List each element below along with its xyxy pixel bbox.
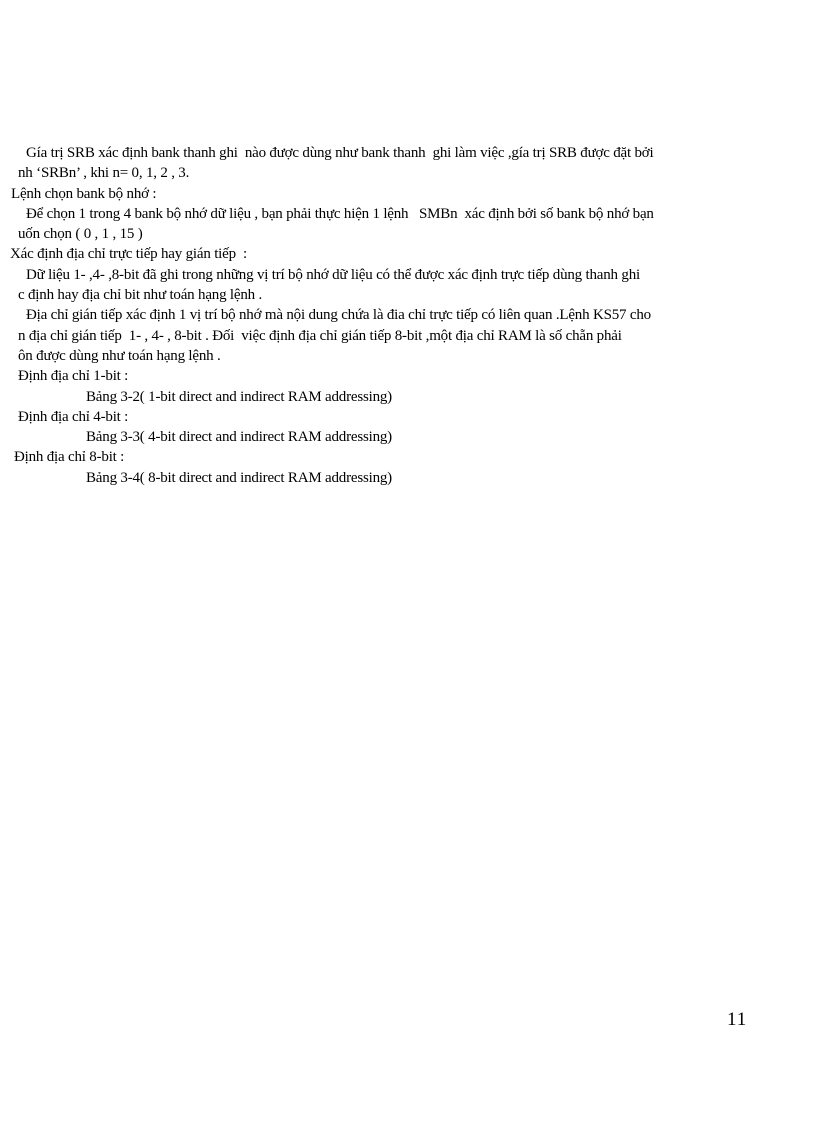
paragraph-line: c định hay địa chỉ bit như toán hạng lệnh . [18,287,263,304]
page-number: 11 [727,1009,748,1030]
paragraph-line: n địa chỉ gián tiếp 1- , 4- , 8-bit . Đối việc định địa chỉ gián tiếp 8-bit ,một địa chỉ RAM là số chẵn phải [18,327,622,344]
table-caption: Bảng 3-2( 1-bit direct and indirect RAM addressing) [86,388,392,405]
paragraph-line: ôn được dùng như toán hạng lệnh . [18,347,221,364]
subheading-4bit: Định địa chỉ 4-bit : [18,408,129,425]
table-caption: Bảng 3-4( 8-bit direct and indirect RAM addressing) [86,469,392,486]
paragraph-line: Gía trị SRB xác định bank thanh ghi nào được dùng như bank thanh ghi làm việc ,gía trị SRB được đặt bởi [26,145,654,161]
section-heading: Xác định địa chỉ trực tiếp hay gián tiếp : [10,246,247,263]
document-body [0,143,816,488]
subheading-1bit: Định địa chỉ 1-bit : [18,368,129,385]
paragraph-line: Dữ liệu 1- ,4- ,8-bit đã ghi trong những vị trí bộ nhớ dữ liệu có thể được xác định trực tiếp dùng thanh ghi [26,266,640,283]
subheading-8bit: Định địa chỉ 8-bit : [14,449,125,466]
paragraph-line: Để chọn 1 trong 4 bank bộ nhớ dữ liệu , bạn phải thực hiện 1 lệnh SMBn xác định bởi số bank bộ nhớ bạn [26,205,654,222]
paragraph-line: Địa chỉ gián tiếp xác định 1 vị trí bộ nhớ mà nội dung chứa là đia chỉ trực tiếp có liên quan .Lệnh KS57 cho [26,307,651,324]
paragraph-line: uốn chọn ( 0 , 1 , 15 ) [18,226,143,243]
table-caption: Bảng 3-3( 4-bit direct and indirect RAM addressing) [86,429,392,446]
section-heading: Lệnh chọn bank bộ nhớ : [11,185,157,202]
paragraph-line: nh ‘SRBn’ , khi n= 0, 1, 2 , 3. [18,165,190,182]
